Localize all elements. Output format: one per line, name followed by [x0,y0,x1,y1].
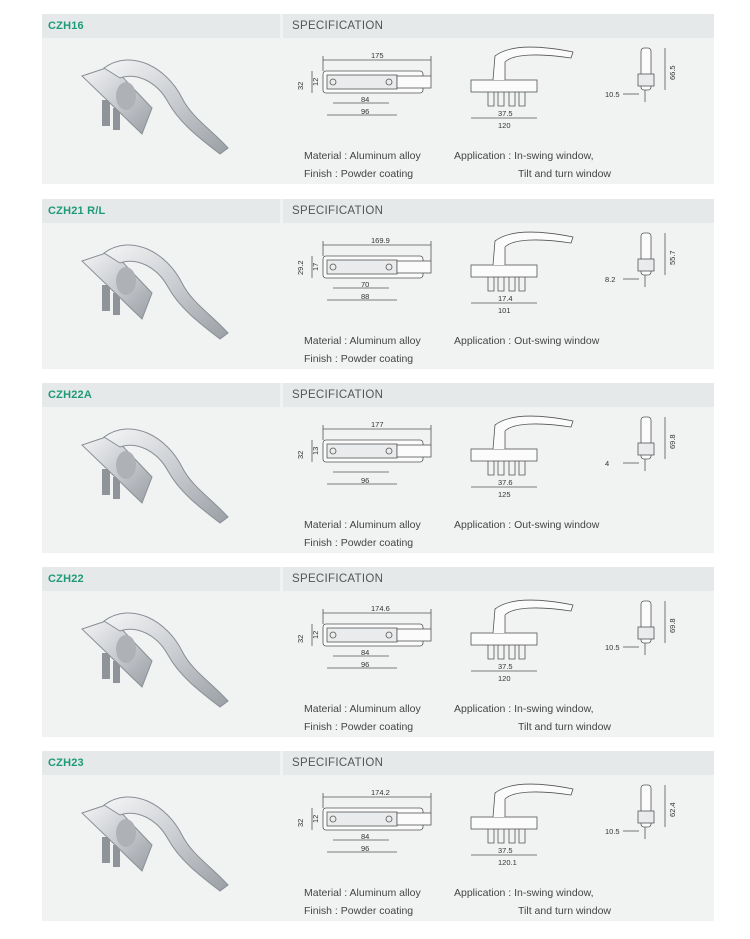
dim-overall: 169.9 [371,236,390,245]
dim-inner: 17 [311,262,320,271]
technical-drawings [283,38,714,184]
dim-height: 32 [296,81,305,90]
application-text-2: Tilt and turn window [518,905,611,917]
specification-heading: SPECIFICATION [283,751,714,775]
dim-base: 88 [361,292,370,301]
dim-front-width: 120 [498,121,511,130]
finish-text: Finish : Powder coating [304,537,414,549]
dim-side-height: 69.8 [668,434,677,449]
dim-front-gap: 37.5 [498,109,513,118]
handle-photo [42,38,280,184]
front-view-drawing [471,416,573,487]
dim-height: 29.2 [296,260,305,275]
dim-height: 32 [296,450,305,459]
material-text: Material : Aluminum alloy [304,519,421,531]
application-text: Application : In-swing window, [454,703,594,715]
dim-side-height: 55.7 [668,250,677,265]
product-code: CZH16 [42,14,280,38]
application-text-2: Tilt and turn window [518,168,611,180]
dim-hole: 84 [361,832,370,841]
dim-side-offset: 10.5 [605,827,620,836]
dim-front-gap: 37.6 [498,478,513,487]
front-view-drawing [471,232,573,303]
side-view-drawing [623,601,665,655]
handle-photo [42,591,280,737]
top-view-drawing [312,241,431,300]
dim-height: 32 [296,634,305,643]
technical-drawings [283,591,714,737]
dim-overall: 177 [371,420,384,429]
dim-side-height: 62.4 [668,802,677,817]
technical-drawings [283,223,714,369]
product-code: CZH22 [42,567,280,591]
dim-overall: 175 [371,51,384,60]
dim-inner: 13 [311,446,320,455]
dim-base: 96 [361,844,370,853]
front-view-drawing [471,47,573,118]
side-view-drawing [623,48,665,102]
handle-photo [42,775,280,921]
product-card [42,383,714,553]
product-code: CZH23 [42,751,280,775]
product-code: CZH22A [42,383,280,407]
product-card [42,199,714,369]
specification-heading: SPECIFICATION [283,199,714,223]
finish-text: Finish : Powder coating [304,905,414,917]
dim-hole: 84 [361,648,370,657]
side-view-drawing [623,233,665,287]
dim-inner: 12 [311,814,320,823]
material-text: Material : Aluminum alloy [304,703,421,715]
dim-front-gap: 37.5 [498,846,513,855]
product-card [42,14,714,184]
finish-text: Finish : Powder coating [304,353,414,365]
front-view-drawing [471,600,573,671]
dim-side-offset: 10.5 [605,643,620,652]
application-text: Application : Out-swing window [454,519,600,531]
dim-side-offset: 10.5 [605,90,620,99]
top-view-drawing [312,793,431,852]
dim-side-height: 69.8 [668,618,677,633]
finish-text: Finish : Powder coating [304,721,414,733]
finish-text: Finish : Powder coating [304,168,414,180]
technical-drawings [283,775,714,921]
side-view-drawing [623,417,665,471]
dim-front-width: 120 [498,674,511,683]
dim-base: 96 [361,476,370,485]
material-text: Material : Aluminum alloy [304,335,421,347]
dim-inner: 12 [311,77,320,86]
dim-side-offset: 8.2 [605,275,616,284]
application-text: Application : In-swing window, [454,887,594,899]
product-card [42,751,714,921]
top-view-drawing [312,609,431,668]
handle-photo [42,407,280,553]
dim-base: 96 [361,660,370,669]
dim-inner: 12 [311,630,320,639]
specification-heading: SPECIFICATION [283,383,714,407]
technical-drawings [283,407,714,553]
product-code: CZH21 R/L [42,199,280,223]
application-text-2: Tilt and turn window [518,721,611,733]
top-view-drawing [312,425,431,484]
specification-heading: SPECIFICATION [283,567,714,591]
dim-front-gap: 37.5 [498,662,513,671]
material-text: Material : Aluminum alloy [304,887,421,899]
dim-front-gap: 17.4 [498,294,513,303]
front-view-drawing [471,784,573,855]
application-text: Application : Out-swing window [454,335,600,347]
dim-hole: 70 [361,280,370,289]
dim-front-width: 120.1 [498,858,517,867]
dim-hole: 84 [361,95,370,104]
dim-height: 32 [296,818,305,827]
handle-photo [42,223,280,369]
side-view-drawing [623,785,665,839]
dim-front-width: 125 [498,490,511,499]
dim-overall: 174.2 [371,788,390,797]
dim-front-width: 101 [498,306,511,315]
specification-heading: SPECIFICATION [283,14,714,38]
material-text: Material : Aluminum alloy [304,150,421,162]
dim-overall: 174.6 [371,604,390,613]
application-text: Application : In-swing window, [454,150,594,162]
dim-side-height: 66.5 [668,65,677,80]
dim-side-offset: 4 [605,459,610,468]
product-card [42,567,714,737]
top-view-drawing [312,56,431,115]
dim-base: 96 [361,107,370,116]
